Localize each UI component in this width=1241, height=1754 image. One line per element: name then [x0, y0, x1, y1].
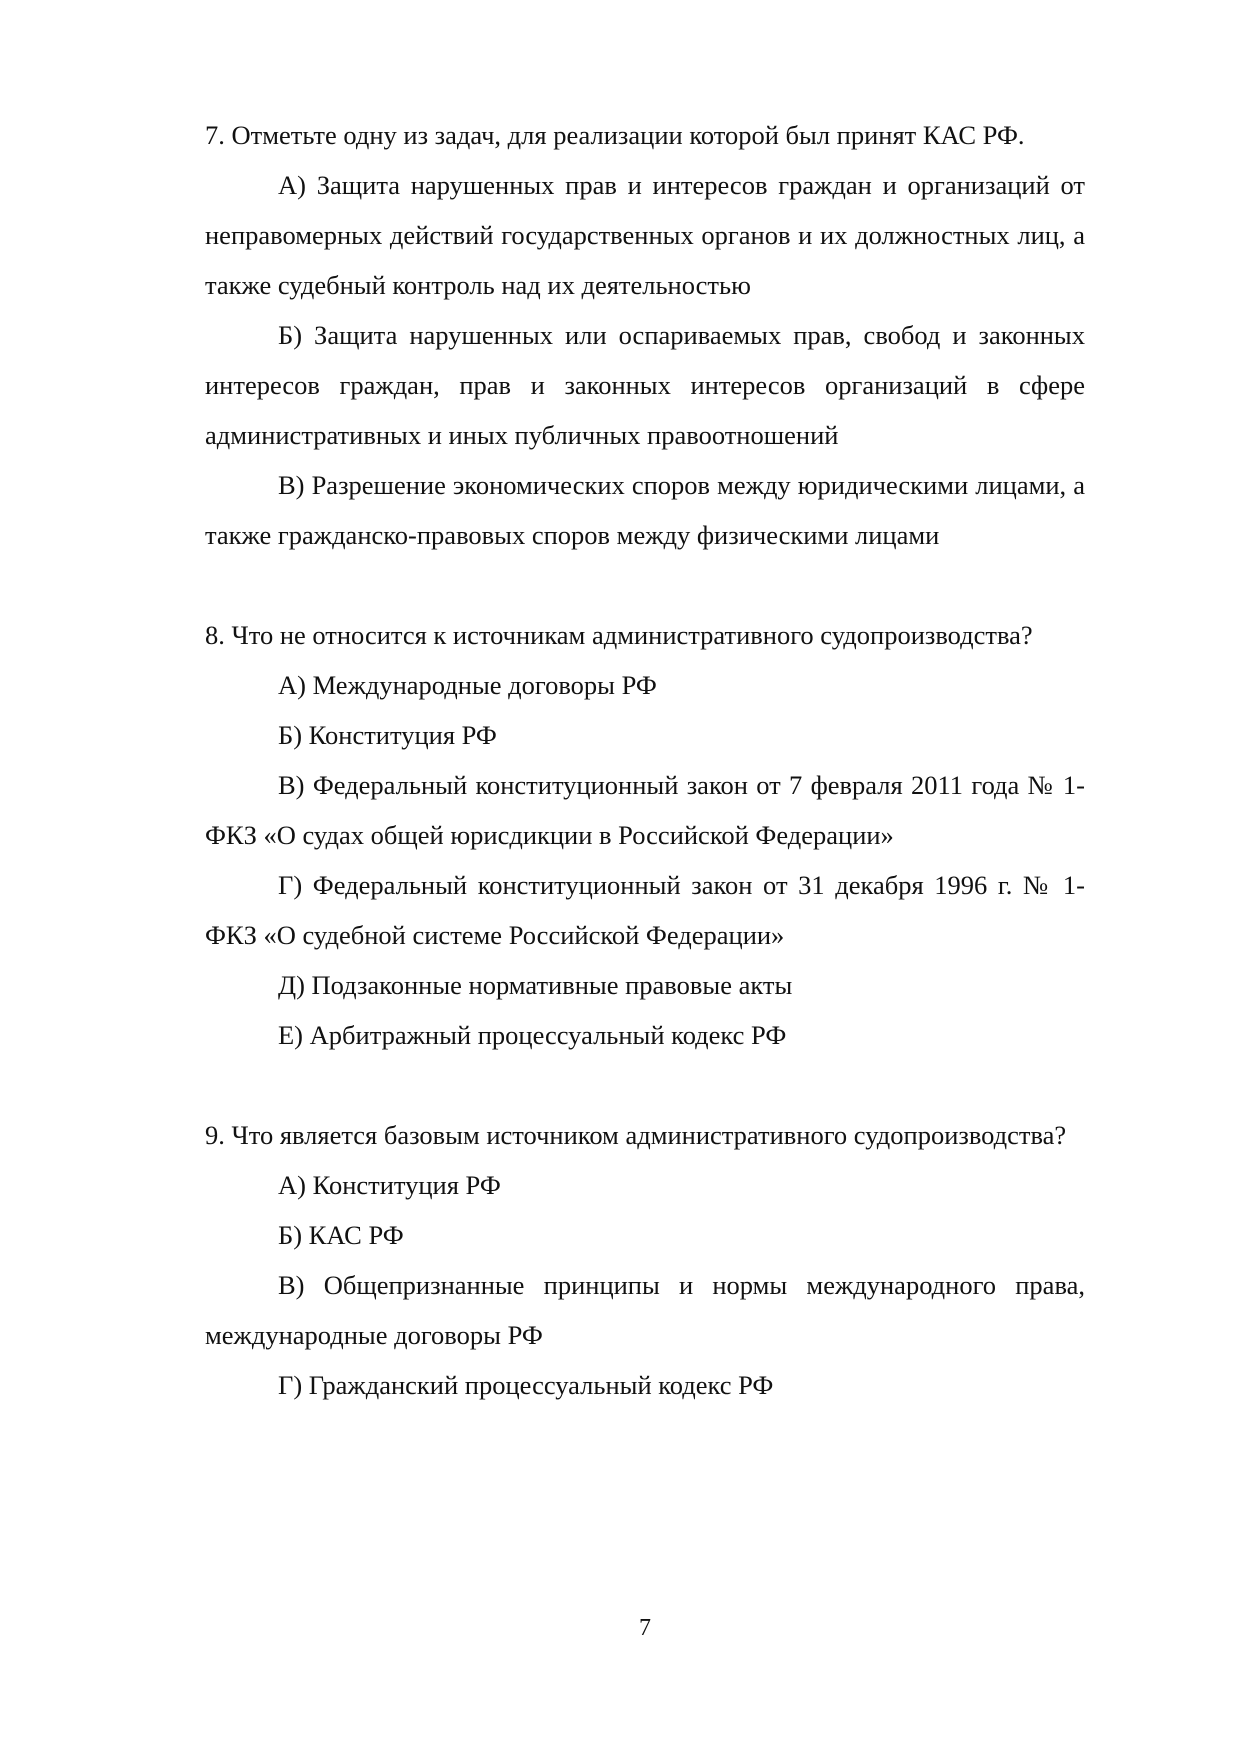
document-page: [205, 110, 1085, 1410]
question-8-option-b: Б) Конституция РФ: [278, 720, 497, 750]
question-9: 9. Что является базовым источником административного судопроизводства?: [205, 1120, 1067, 1150]
question-8: 8. Что не относится к источникам административного судопроизводства?: [205, 620, 1033, 650]
question-9-option-d: Г) Гражданский процессуальный кодекс РФ: [278, 1370, 774, 1400]
question-7-option-a: А) Защита нарушенных прав и интересов граждан и организаций от неправомерных действий государственных органов и их должностных лиц, а также судебный контроль над их деятельностью: [205, 170, 1085, 300]
question-7-option-b: Б) Защита нарушенных или оспариваемых прав, свобод и законных интересов граждан, прав и законных интересов организаций в сфере административных и иных публичных правоотношений: [205, 320, 1085, 450]
question-8-option-a: А) Международные договоры РФ: [278, 670, 657, 700]
question-8-option-d: Г) Федеральный конституционный закон от 31 декабря 1996 г. № 1-ФКЗ «О судебной системе Российской Федерации»: [205, 870, 1085, 950]
question-8-option-e: Д) Подзаконные нормативные правовые акты: [278, 970, 793, 1000]
spacer: [205, 560, 1085, 610]
question-9-option-b: Б) КАС РФ: [278, 1220, 404, 1250]
question-7-option-c: В) Разрешение экономических споров между юридическими лицами, а также гражданско-правовых споров между физическими лицами: [205, 470, 1085, 550]
question-8-option-c: В) Федеральный конституционный закон от 7 февраля 2011 года № 1-ФКЗ «О судах общей юрисдикции в Российской Федерации»: [205, 770, 1085, 850]
question-7: 7. Отметьте одну из задач, для реализации которой был принят КАС РФ.: [205, 120, 1025, 150]
page-number: 7: [639, 1615, 651, 1641]
question-9-option-c: В) Общепризнанные принципы и нормы международного права, международные договоры РФ: [205, 1270, 1085, 1350]
question-9-option-a: А) Конституция РФ: [278, 1170, 501, 1200]
spacer: [205, 1060, 1085, 1110]
question-8-option-f: Е) Арбитражный процессуальный кодекс РФ: [278, 1020, 787, 1050]
